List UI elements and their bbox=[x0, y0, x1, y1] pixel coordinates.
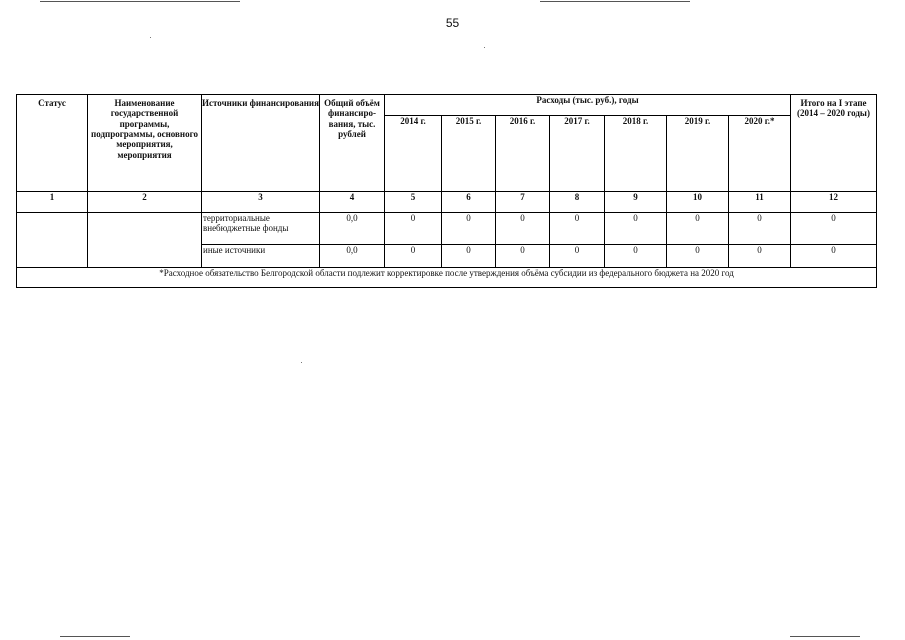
column-number: 6 bbox=[442, 192, 496, 213]
stage-total-header: Итого на I этапе (2014 – 2020 годы) bbox=[791, 95, 877, 192]
year-value-cell: 0 bbox=[442, 245, 496, 268]
status-cell bbox=[17, 213, 88, 268]
footnote: *Расходное обязательство Белгородской области подлежит корректировке после утверждения объёма субсидии из федерального бюджета на 2020 год bbox=[17, 268, 877, 288]
year-value-cell: 0 bbox=[550, 245, 605, 268]
column-number: 9 bbox=[605, 192, 667, 213]
column-number: 8 bbox=[550, 192, 605, 213]
year-header: 2018 г. bbox=[605, 116, 667, 192]
year-value-cell: 0 bbox=[605, 213, 667, 245]
year-header: 2019 г. bbox=[667, 116, 729, 192]
year-value-cell: 0 bbox=[550, 213, 605, 245]
year-header: 2016 г. bbox=[496, 116, 550, 192]
bottom-scan-edge bbox=[60, 636, 130, 637]
column-number: 5 bbox=[385, 192, 442, 213]
program-name-cell bbox=[88, 213, 202, 268]
column-number: 10 bbox=[667, 192, 729, 213]
expenses-header: Расходы (тыс. руб.), годы bbox=[385, 95, 791, 116]
column-number: 12 bbox=[791, 192, 877, 213]
scan-speck bbox=[484, 47, 485, 48]
column-number: 11 bbox=[729, 192, 791, 213]
scan-speck bbox=[150, 37, 151, 38]
financing-table bbox=[16, 94, 877, 288]
source-cell: иные источники bbox=[202, 245, 320, 268]
page-number: 55 bbox=[445, 16, 460, 30]
column-number: 1 bbox=[17, 192, 88, 213]
year-header: 2015 г. bbox=[442, 116, 496, 192]
column-number: 3 bbox=[202, 192, 320, 213]
column-number: 7 bbox=[496, 192, 550, 213]
column-number-row bbox=[17, 192, 877, 213]
top-scan-edge bbox=[40, 1, 240, 2]
status-header: Статус bbox=[17, 95, 88, 192]
total-volume-header: Общий объём финансиро-вания, тыс. рублей bbox=[320, 95, 385, 192]
year-header: 2020 г.* bbox=[729, 116, 791, 192]
year-value-cell: 0 bbox=[385, 245, 442, 268]
header-row bbox=[17, 95, 877, 116]
bottom-scan-edge bbox=[790, 636, 860, 637]
source-cell: территориальные внебюджетные фонды bbox=[202, 213, 320, 245]
top-scan-edge bbox=[540, 1, 690, 2]
year-value-cell: 0 bbox=[605, 245, 667, 268]
column-number: 2 bbox=[88, 192, 202, 213]
year-value-cell: 0 bbox=[496, 245, 550, 268]
footnote-row bbox=[17, 268, 877, 288]
year-header: 2014 г. bbox=[385, 116, 442, 192]
year-value-cell: 0 bbox=[667, 245, 729, 268]
table-row bbox=[17, 213, 877, 245]
total-cell: 0,0 bbox=[320, 213, 385, 245]
sources-header: Источники финансирования bbox=[202, 95, 320, 192]
year-header: 2017 г. bbox=[550, 116, 605, 192]
year-value-cell: 0 bbox=[496, 213, 550, 245]
program-name-header: Наименование государственной программы, подпрограммы, основного мероприятия, мероприятия bbox=[88, 95, 202, 192]
column-number: 4 bbox=[320, 192, 385, 213]
total-cell: 0,0 bbox=[320, 245, 385, 268]
scan-speck bbox=[301, 362, 302, 363]
year-value-cell: 0 bbox=[442, 213, 496, 245]
year-value-cell: 0 bbox=[385, 213, 442, 245]
stage-total-cell: 0 bbox=[791, 213, 877, 245]
year-value-cell: 0 bbox=[729, 245, 791, 268]
stage-total-cell: 0 bbox=[791, 245, 877, 268]
year-value-cell: 0 bbox=[729, 213, 791, 245]
year-value-cell: 0 bbox=[667, 213, 729, 245]
